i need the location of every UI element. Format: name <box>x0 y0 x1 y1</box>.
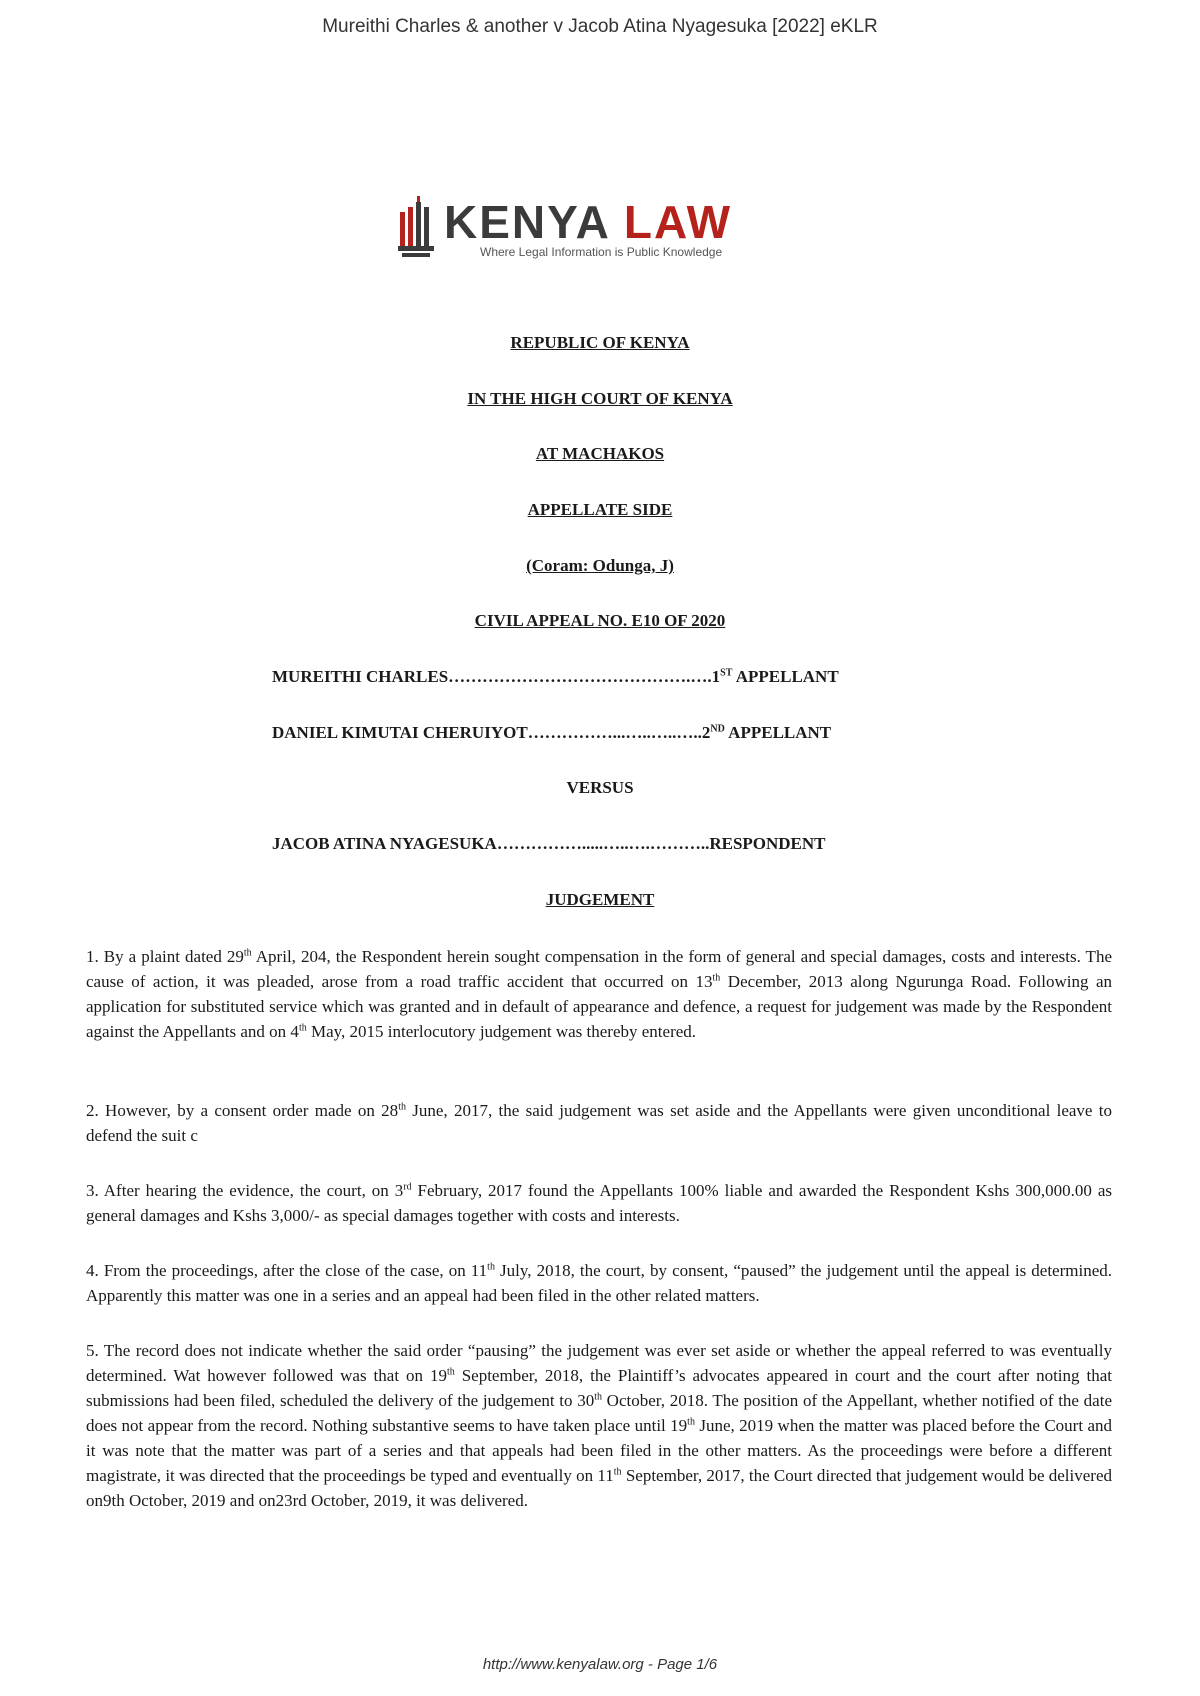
paragraph-1-text: December, 2013 along Ngurunga Road. Following an application for substituted service which was granted and in default of appearance and defence, a request for judgement was made by the Respondent against the Appellants and on 4 <box>86 972 1112 1041</box>
paragraph-5-text: October, 2018. The position of the Appellant, whether notified of the date does not appear from the record. Nothing substantive seems to have taken place until 19 <box>86 1391 1112 1435</box>
second-appellant-line <box>272 723 831 743</box>
page-footer: http://www.kenyalaw.org - Page 1/6 <box>482 1656 718 1673</box>
paragraph-2 <box>86 1098 1112 1148</box>
paragraph-5-text: June, 2019 when the matter was placed before the Court and it was note that the matter was part of a series and that appeals had been filed in the other matters. As the proceedings were before a different magistrate, it was directed that the proceedings be typed and eventually on 11 <box>86 1416 1113 1485</box>
logo-wordmark <box>444 196 732 248</box>
kenya-law-emblem-icon <box>398 196 444 266</box>
paragraph-1-text: May, 2015 interlocutory judgement was thereby entered. <box>306 1022 697 1041</box>
ordinal-suffix: th <box>398 1101 406 1113</box>
ordinal-suffix: th <box>594 1391 602 1403</box>
logo-tagline: Where Legal Information is Public Knowledge <box>480 245 723 259</box>
logo-word-kenya: KENYA <box>444 196 610 248</box>
first-appellant-name: MUREITHI CHARLES <box>272 667 449 686</box>
logo-word-law: LAW <box>623 196 733 248</box>
paragraph-5-text: September, 2017, the Court directed that judgement would be delivered on9th October, 2019 and on23rd October, 2019, it was delivered. <box>86 1466 1112 1510</box>
ordinal-suffix: th <box>487 1261 495 1273</box>
respondent-dots: …………….....…..….……….. <box>496 834 710 853</box>
first-appellant-dots: …………………………………….….1 <box>448 667 721 686</box>
first-appellant-role: APPELLANT <box>732 667 839 686</box>
ordinal-suffix: rd <box>403 1181 412 1193</box>
ordinal-suffix: th <box>687 1416 695 1428</box>
paragraph-3-text: February, 2017 found the Appellants 100% liable and awarded the Respondent Kshs 300,000.00 as general damages and Kshs 3,000/- as special damages together with costs and interests. <box>86 1181 1113 1225</box>
second-appellant-name: DANIEL KIMUTAI CHERUIYOT <box>272 723 528 742</box>
versus-heading: VERSUS <box>566 778 634 797</box>
respondent-line <box>272 834 826 854</box>
court-heading: IN THE HIGH COURT OF KENYA <box>467 389 733 408</box>
running-header: Mureithi Charles & another v Jacob Atina Nyagesuka [2022] eKLR <box>322 16 878 37</box>
judgement-heading: JUDGEMENT <box>545 890 655 909</box>
first-appellant-ordinal: ST <box>720 667 733 679</box>
paragraph-1-text: 1. By a plaint dated 29 <box>86 947 244 966</box>
paragraph-4-text: July, 2018, the court, by consent, “paused” the judgement until the appeal is determined. Apparently this matter was one in a series and an appeal had been filed in the other related matters. <box>86 1261 1112 1305</box>
first-appellant-line <box>272 667 839 687</box>
respondent-name: JACOB ATINA NYAGESUKA <box>272 834 497 853</box>
paragraph-5-text: September, 2018, the Plaintiff’s advocates appeared in court and the court after noting that submissions had been filed, scheduled the delivery of the judgement to 30 <box>86 1366 1112 1410</box>
kenya-law-logo <box>398 196 818 266</box>
paragraph-4 <box>86 1258 1112 1308</box>
respondent-role: RESPONDENT <box>709 834 826 853</box>
paragraph-2-text: June, 2017, the said judgement was set aside and the Appellants were given unconditional leave to defend the suit c <box>86 1101 1112 1145</box>
paragraph-3 <box>86 1178 1112 1228</box>
paragraph-1-text: April, 204, the Respondent herein sought compensation in the form of general and special damages, costs and interests. The cause of action, it was pleaded, arose from a road traffic accident that occurred on 13 <box>86 947 1112 991</box>
paragraph-5-text: 5. The record does not indicate whether the said order “pausing” the judgement was ever set aside or whether the appeal referred to was eventually determined. Wat however followed was that on 19 <box>86 1341 1112 1385</box>
side-heading: APPELLATE SIDE <box>527 500 673 519</box>
paragraph-1 <box>86 944 1112 1044</box>
ordinal-suffix: th <box>613 1466 622 1478</box>
station-heading: AT MACHAKOS <box>535 444 665 463</box>
paragraph-4-text: 4. From the proceedings, after the close of the case, on 11 <box>86 1261 488 1280</box>
ordinal-suffix: th <box>712 972 721 984</box>
second-appellant-role: APPELLANT <box>724 723 832 742</box>
case-number-heading: CIVIL APPEAL NO. E10 OF 2020 <box>474 611 726 630</box>
ordinal-suffix: th <box>243 947 252 959</box>
second-appellant-dots: ……………...…..…..…..2 <box>527 723 711 742</box>
republic-heading: REPUBLIC OF KENYA <box>510 333 690 352</box>
paragraph-2-text: 2. However, by a consent order made on 28 <box>86 1101 399 1120</box>
paragraph-5 <box>86 1338 1112 1513</box>
ordinal-suffix: th <box>298 1022 307 1034</box>
paragraph-3-text: 3. After hearing the evidence, the court, on 3 <box>86 1181 404 1200</box>
ordinal-suffix: th <box>446 1366 455 1378</box>
second-appellant-ordinal: ND <box>710 723 725 735</box>
coram-heading: (Coram: Odunga, J) <box>526 556 674 575</box>
